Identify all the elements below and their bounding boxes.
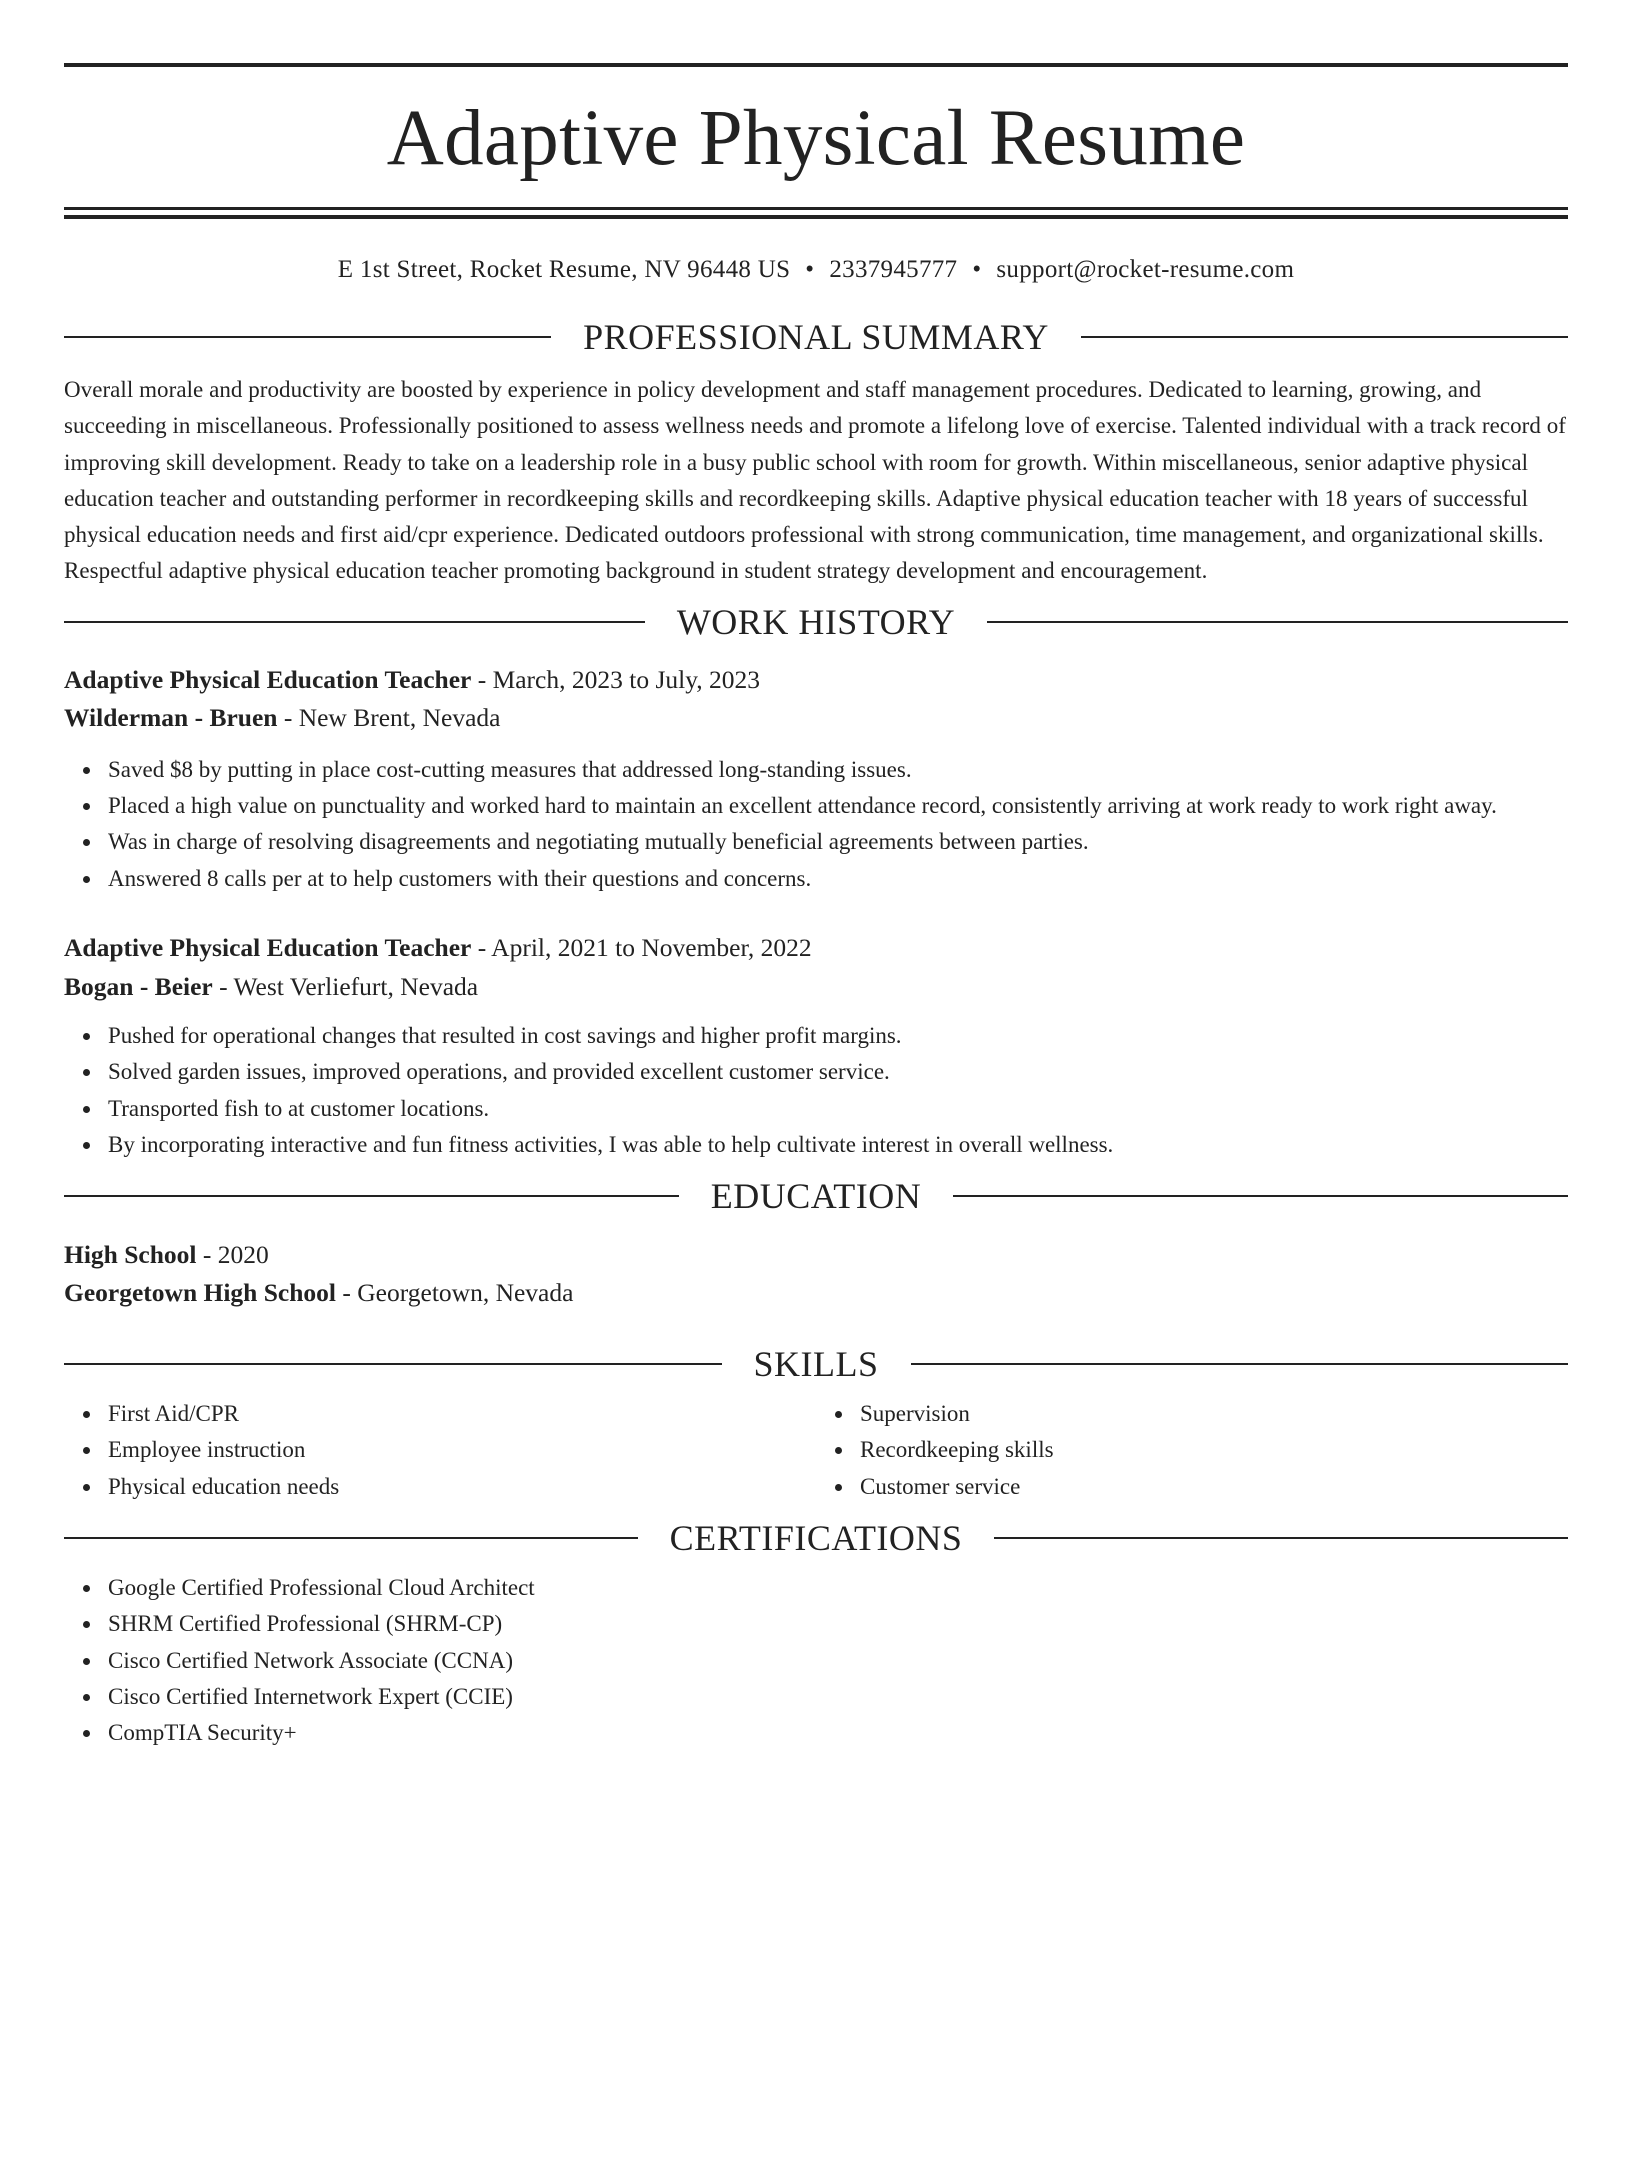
section-title: EDUCATION: [710, 1176, 922, 1217]
skill-item: Employee instruction: [108, 1432, 816, 1468]
list-item: Solved garden issues, improved operations, and provided excellent customer service.: [108, 1054, 1568, 1090]
certification-item: Cisco Certified Internetwork Expert (CCIE): [108, 1679, 1568, 1715]
job-company: Wilderman - Bruen: [64, 702, 278, 732]
education-degree-line: [64, 1237, 1568, 1273]
education-entry: [64, 1237, 1568, 1311]
list-item: Was in charge of resolving disagreements and negotiating mutually beneficial agreements between parties.: [108, 824, 1568, 860]
skill-item: Physical education needs: [108, 1469, 816, 1505]
certification-item: SHRM Certified Professional (SHRM-CP): [108, 1606, 1568, 1642]
certification-item: CompTIA Security+: [108, 1715, 1568, 1751]
heading-rule-left: [64, 336, 551, 338]
job-location: - New Brent, Nevada: [277, 702, 501, 732]
certification-item: Cisco Certified Network Associate (CCNA): [108, 1643, 1568, 1679]
section-title: PROFESSIONAL SUMMARY: [583, 317, 1049, 357]
heading-rule-right: [953, 1195, 1568, 1197]
section-title: SKILLS: [753, 1344, 879, 1385]
certifications-list: [64, 1570, 1568, 1751]
list-item: Answered 8 calls per at to help customers with their questions and concerns.: [108, 861, 1568, 897]
education-location: - Georgetown, Nevada: [336, 1278, 574, 1308]
list-item: Saved $8 by putting in place cost-cutting measures that addressed long-standing issues.: [108, 752, 1568, 788]
list-item: Placed a high value on punctuality and worked hard to maintain an excellent attendance record, consistently arriving at work ready to work right away.: [108, 788, 1568, 824]
job-company-line: [64, 969, 1568, 1005]
title-double-rule: [64, 207, 1568, 219]
heading-rule-left: [64, 1195, 679, 1197]
heading-rule-left: [64, 621, 645, 623]
education-section-heading: [64, 1176, 1568, 1216]
job-role: Adaptive Physical Education Teacher: [64, 932, 472, 962]
heading-rule-left: [64, 1537, 638, 1539]
section-title: CERTIFICATIONS: [669, 1518, 963, 1559]
heading-rule-right: [1081, 336, 1568, 338]
job-dates: - March, 2023 to July, 2023: [471, 664, 761, 694]
summary-text: Overall morale and productivity are boosted by experience in policy development and staff management procedures. Dedicated to learning, growing, and succeeding in miscellaneous. Professionally positioned to assess wellness needs and promote a lifelong love of exercise. Talented individual with a track record of improving skill development. Ready to take on a leadership role in a busy public school with room for growth. Within miscellaneous, senior adaptive physical education teacher and outstanding performer in recordkeeping skills and recordkeeping skills. Adaptive physical education teacher with 18 years of successful physical education needs and first aid/cpr experience. Dedicated outdoors professional with strong communication, time management, and organizational skills. Respectful adaptive physical education teacher promoting background in student strategy development and encouragement.: [64, 377, 1566, 584]
resume-page: [0, 63, 1632, 2175]
job-duties: [64, 1018, 1568, 1163]
job-location: - West Verliefurt, Nevada: [212, 971, 479, 1001]
job-title-line: [64, 930, 1568, 966]
job-entry: [64, 930, 1568, 1163]
certifications-section-heading: [64, 1518, 1568, 1558]
skill-item: Supervision: [860, 1396, 1568, 1432]
skills-section-heading: [64, 1344, 1568, 1384]
job-dates: - April, 2021 to November, 2022: [471, 932, 812, 962]
skills-column-right: [816, 1396, 1568, 1505]
contact-separator: •: [972, 256, 982, 283]
job-entry: [64, 662, 1568, 897]
resume-title: Adaptive Physical Resume: [386, 95, 1246, 182]
contact-line: [64, 255, 1568, 285]
heading-rule-right: [911, 1363, 1569, 1365]
work-section-heading: [64, 602, 1568, 642]
contact-address: E 1st Street, Rocket Resume, NV 96448 US: [337, 256, 791, 283]
summary-section-heading: [64, 317, 1568, 357]
contact-email: support@rocket-resume.com: [996, 256, 1295, 283]
education-year: - 2020: [196, 1240, 269, 1270]
heading-rule-right: [987, 621, 1568, 623]
contact-phone: 2337945777: [829, 256, 958, 283]
certification-item: Google Certified Professional Cloud Architect: [108, 1570, 1568, 1606]
contact-separator: •: [805, 256, 815, 283]
job-duties: [64, 752, 1568, 897]
job-role: Adaptive Physical Education Teacher: [64, 664, 472, 694]
skills-list: [64, 1396, 1568, 1505]
heading-rule-right: [994, 1537, 1568, 1539]
job-company: Bogan - Beier: [64, 971, 213, 1001]
skill-item: Recordkeeping skills: [860, 1432, 1568, 1468]
list-item: By incorporating interactive and fun fitness activities, I was able to help cultivate interest in overall wellness.: [108, 1127, 1568, 1163]
job-company-line: [64, 700, 1568, 736]
skill-item: Customer service: [860, 1469, 1568, 1505]
job-title-line: [64, 662, 1568, 698]
list-item: Transported fish to at customer locations.: [108, 1091, 1568, 1127]
list-item: Pushed for operational changes that resulted in cost savings and higher profit margins.: [108, 1018, 1568, 1054]
education-school: Georgetown High School: [64, 1278, 336, 1308]
heading-rule-left: [64, 1363, 722, 1365]
skills-column-left: [64, 1396, 816, 1505]
education-degree: High School: [64, 1240, 197, 1270]
skill-item: First Aid/CPR: [108, 1396, 816, 1432]
education-school-line: [64, 1275, 1568, 1311]
section-title: WORK HISTORY: [676, 601, 956, 642]
